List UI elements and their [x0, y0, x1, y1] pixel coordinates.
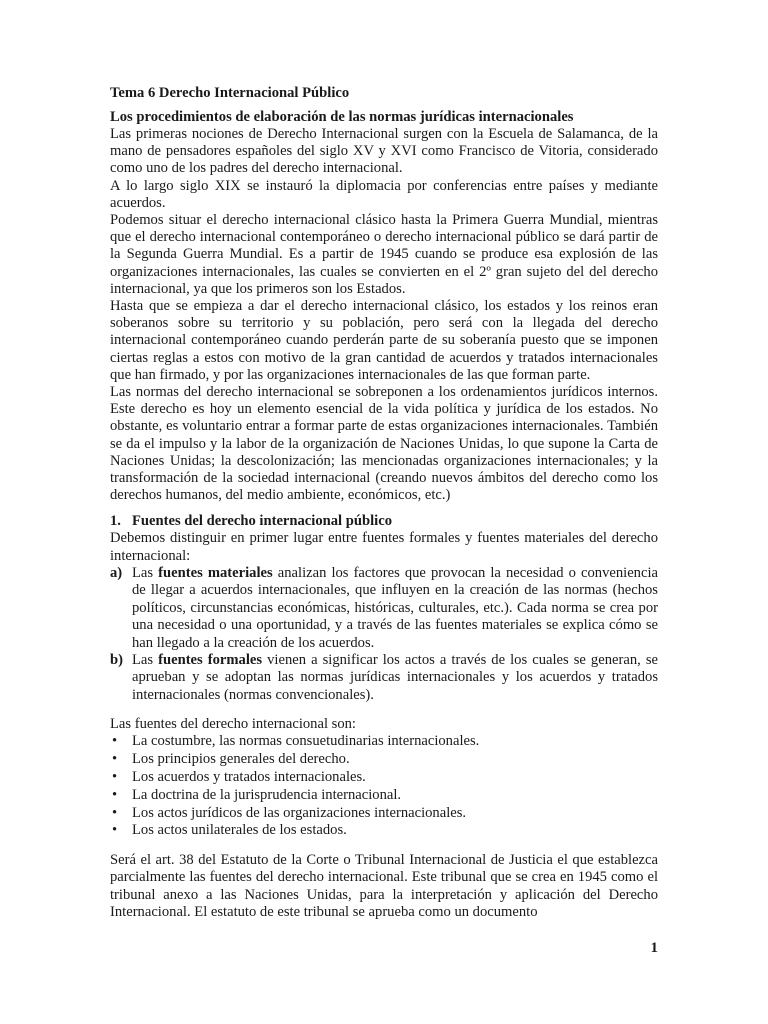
bullet-text: Los actos unilaterales de los estados. [132, 822, 347, 839]
bullet-text: Los acuerdos y tratados internacionales. [132, 768, 366, 785]
bullet-item [110, 751, 658, 769]
bullet-item [110, 787, 658, 805]
page-number: 1 [650, 940, 658, 956]
bullet-icon: • [112, 804, 118, 821]
bullet-text: Los actos jurídicos de las organizaciones internacionales. [132, 804, 467, 821]
list-item [110, 565, 658, 652]
spacer [110, 840, 658, 852]
intro-paragraph: Podemos situar el derecho internacional clásico hasta la Primera Guerra Mundial, mientras que el derecho internacional contemporáneo o derecho internacional público se dará partir de la Segunda Guerra Mundial. Es a partir de 1945 cuando se produce esa explosión de las organizaciones internacionales, las cuales se convierten en el 2º gran sujeto del del derecho internacional, ya que los primeros son los Estados. [110, 212, 658, 297]
list-marker: b) [110, 651, 123, 668]
bullet-text: La doctrina de la jurisprudencia internacional. [132, 786, 402, 803]
bullet-icon: • [112, 751, 118, 768]
section-1-number: 1. [110, 513, 121, 530]
list-item-pre: Las [132, 651, 159, 668]
bullet-icon: • [112, 768, 118, 785]
bullet-icon: • [112, 733, 118, 750]
bullet-item [110, 822, 658, 840]
list-item-bold: fuentes formales [158, 651, 263, 668]
list-item-pre: Las [132, 564, 159, 581]
spacer [110, 704, 658, 716]
intro-paragraph: Hasta que se empieza a dar el derecho internacional clásico, los estados y los reinos eran soberanos sobre su territorio y su población, pero será con la llegada del derecho internacional contemporáneo cuando perderán parte de su soberanía puesto que se imponen ciertas reglas a estos con motivo de la gran cantidad de acuerdos y tratados internacionales que han firmado, y por las organizaciones internacionales de las que forman parte. [110, 298, 658, 383]
bullet-text: Los principios generales del derecho. [132, 751, 350, 768]
intro-paragraph: A lo largo siglo XIX se instauró la diplomacia por conferencias entre países y mediante acuerdos. [110, 177, 658, 211]
section-1-lead: Debemos distinguir en primer lugar entre fuentes formales y fuentes materiales del derecho internacional: [110, 530, 658, 564]
section-1-heading [110, 512, 658, 530]
bullet-text: La costumbre, las normas consuetudinarias internacionales. [132, 733, 480, 750]
list-marker: a) [110, 564, 123, 581]
closing-paragraph: Será el art. 38 del Estatuto de la Corte o Tribunal Internacional de Justicia el que establezca parcialmente las fuentes del derecho internacional. Este tribunal que se crea en 1945 como el tribunal anexo a las Naciones Unidas, para la interpretación y aplicación del Derecho Internacional. El estatuto de este tribunal se aprueba como un documento [110, 852, 658, 920]
sources-list-intro: Las fuentes del derecho internacional son: [110, 716, 356, 733]
section-1-heading-text: Fuentes del derecho internacional público [132, 513, 392, 530]
intro-paragraph: Las primeras nociones de Derecho Internacional surgen con la Escuela de Salamanca, de la mano de pensadores españoles del siglo XV y XVI como Francisco de Vitoria, considerado como uno de los padres del derecho internacional. [110, 126, 658, 177]
list-item-text: analizan los factores que provocan la necesidad o conveniencia de llegar a acuerdos internacionales, que influyen en la creación de las normas (hechos políticos, circunstancias económicas, históricas, culturales, etc.). Cada norma se crea por una necesidad o una oportunidad, y a través de las fuentes materiales se explica cómo se han llegado a la creación de los acuerdos. [132, 564, 658, 651]
bullet-item [110, 769, 658, 787]
bullet-icon: • [112, 822, 118, 839]
sources-type-list [110, 565, 658, 704]
sources-bullet-list [110, 733, 658, 840]
section-title: Los procedimientos de elaboración de las normas jurídicas internacionales [110, 109, 574, 125]
list-item [110, 652, 658, 704]
list-item-bold: fuentes materiales [158, 564, 273, 581]
bullet-item [110, 805, 658, 823]
bullet-icon: • [112, 786, 118, 803]
list-item-text: vienen a significar los actos a través de los cuales se generan, se aprueban y se adoptan las normas jurídicas internacionales y los acuerdos y tratados internacionales (normas convencionales). [132, 651, 658, 703]
intro-paragraph: Las normas del derecho internacional se sobreponen a los ordenamientos jurídicos internos. Este derecho es hoy un elemento esencial de la vida política y jurídica de los estados. No obstante, es voluntario entrar a formar parte de estas organizaciones internacionales. También se da el impulso y la labor de la organización de Naciones Unidas, lo que supone la Carta de Naciones Unidas; la descolonización; las mencionadas organizaciones internacionales; y la transformación de la sociedad internacional (creando nuevos ámbitos del derecho como los derechos humanos, del medio ambiente, económicos, etc.) [110, 384, 658, 504]
bullet-item [110, 733, 658, 751]
document-title: Tema 6 Derecho Internacional Público [110, 85, 350, 101]
